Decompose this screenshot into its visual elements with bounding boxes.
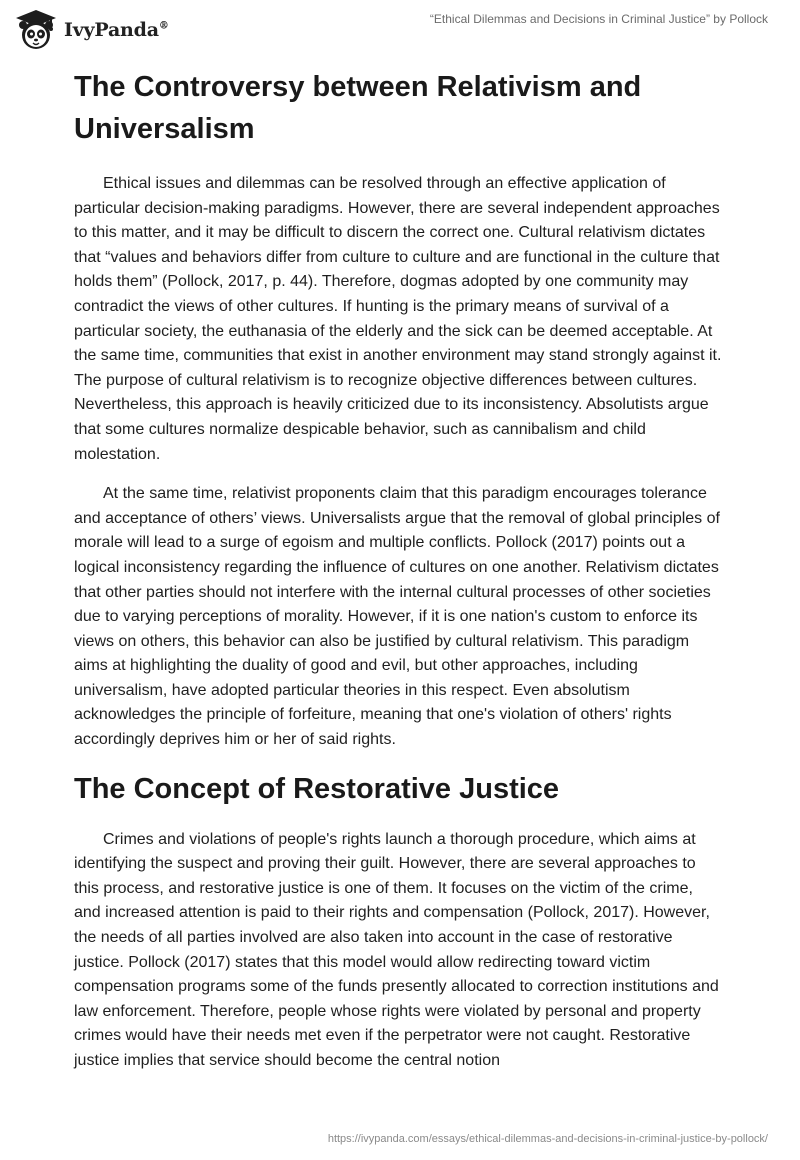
source-url[interactable]: https://ivypanda.com/essays/ethical-dilemmas-and-decisions-in-criminal-justice-by-pollock/ — [327, 1133, 768, 1145]
section-heading-restorative-justice: The Concept of Restorative Justice — [74, 772, 560, 805]
paragraph-relativism-1: Ethical issues and dilemmas can be resolved through an effective application of particular decision-making paradigms. However, there are several independent approaches to this matter, and it may be difficult to discern the correct one. Cultural relativism dictates that “values and behaviors differ from culture to culture and are functional in the culture that holds them” (Pollock, 2017, p. 44). Therefore, dogmas adopted by one community may contradict the views of other cultures. If hunting is the primary means of survival of a particular society, the euthanasia of the elderly and the sick can be deemed acceptable. At the same time, communities that exist in another environment may stand strongly against it. The purpose of cultural relativism is to recognize objective differences between cultures. Nevertheless, this approach is heavily criticized due to its inconsistency. Absolutists argue that some cultures normalize despicable behavior, such as cannibalism and child molestation. — [74, 175, 722, 463]
ivypanda-logo[interactable] — [14, 8, 169, 52]
document-title: “Ethical Dilemmas and Decisions in Criminal Justice” by Pollock — [429, 12, 768, 26]
article-body — [74, 66, 724, 1089]
page-header — [0, 0, 800, 60]
paragraph-restorative-justice-1: Crimes and violations of people's rights launch a thorough procedure, which aims at identifying the suspect and proving their guilt. However, there are several approaches to this process, and restorative justice is one of them. It focuses on the victim of the crime, and increased attention is paid to their rights and compensation (Pollock, 2017). However, the needs of all parties involved are also taken into account in the case of restorative justice. Pollock (2017) states that this model would allow redirecting toward victim compensation programs some of the funds presently allocated to correction institutions and law enforcement. Therefore, people whose rights were violated by personal and property crimes would have their needs met even if the perpetrator were not caught. Restorative justice implies that service should become the central notion — [74, 830, 719, 1069]
brand-name: IvyPanda® — [64, 19, 169, 41]
section-heading-relativism: The Controversy between Relativism and Universalism — [74, 71, 642, 145]
panda-graduate-icon — [14, 8, 58, 52]
paragraph-relativism-2: At the same time, relativist proponents claim that this paradigm encourages tolerance and acceptance of others’ views. Universalists argue that the removal of global principles of morale will lead to a surge of egoism and multiple conflicts. Pollock (2017) points out a logical inconsistency regarding the influence of cultures on one another. Relativism dictates that other parties should not interfere with the internal cultural processes of other societies due to varying perceptions of morality. However, if it is one nation's custom to enforce its views on others, this behavior can also be justified by cultural relativism. This paradigm aims at highlighting the duality of good and evil, but other approaches, including universalism, have adopted particular theories in this respect. Even absolutism acknowledges the principle of forfeiture, meaning that one's violation of others' rights accordingly deprives him or her of said rights. — [74, 485, 720, 749]
